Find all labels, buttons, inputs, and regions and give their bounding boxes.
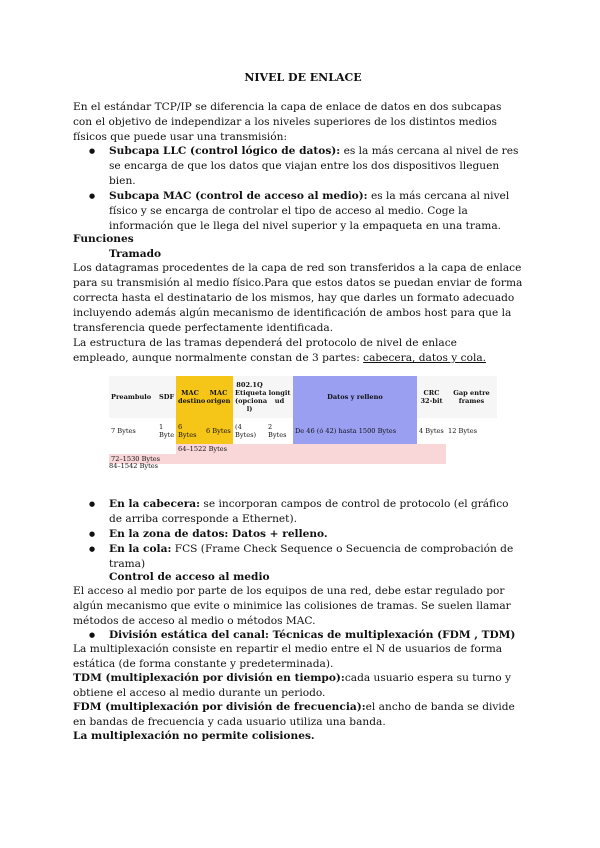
division-list [73,628,521,643]
division-bullet: División estática del canal: Técnicas de multiplexación (FDM , TDM) [109,629,516,641]
frame-size-outer: 84–1542 Bytes [109,462,159,470]
sublayer-list [73,144,521,234]
list-item [73,527,521,542]
frame-value-cell: 6 Bytes [204,418,233,444]
frame-value-cell: De 46 (ó 42) hasta 1500 Bytes [293,418,417,444]
frame-value-cell: 6 Bytes [176,418,204,444]
tramado-heading: Tramado [109,248,162,260]
frame-header-cell: 802.1Q Etiqueta (opciona l) [233,376,266,418]
frame-header-cell: Gap entre frames [446,376,497,418]
frame-header-cell: SDF [157,376,176,418]
control-heading: Control de acceso al medio [109,571,270,583]
sublayer-llc-label: Subcapa LLC (control lógico de datos): [109,145,341,157]
part-label: En la zona de datos: Datos + relleno. [109,528,328,540]
sublayer-llc-text: es la más cercana al nivel de res se encarga de que los datos que viajan entre los dos dispositivos lleguen bien. [109,145,519,187]
list-item [73,189,521,234]
frame-header-cell: Datos y relleno [293,376,417,418]
part-label: En la cabecera: [109,498,201,510]
frame-structure-paragraph: La estructura de las tramas dependerá del protocolo de nivel de enlace empleado, aunque normalmente constan de 3 partes: cabecera, datos y cola. [73,337,487,364]
sublayer-mac-text: es la más cercana al nivel físico y se encarga de controlar el tipo de acceso al medio. Coge la información que le llega del nivel superior y la empaqueta en una trama. [109,190,510,232]
fdm-text: el ancho de banda se divide en bandas de frecuencia y cada usuario utiliza una banda. [73,701,515,728]
part-label: En la cola: [109,543,172,555]
page-title: NIVEL DE ENLACE [244,71,362,84]
frame-size-mid-row [109,454,497,464]
part-text: FCS (Frame Check Sequence o Secuencia de comprobación de trama) [109,543,514,570]
frame-header-row [109,376,497,418]
frame-value-cell: (4 Bytes) [233,418,266,444]
frame-size-mid: 72–1530 Bytes [109,454,446,464]
final-statement: La multiplexación no permite colisiones. [73,730,315,742]
frame-parts-list [73,497,521,572]
part-text: se incorporan campos de control de protocolo (el gráfico de arriba corresponde a Ethernet). [109,498,509,525]
frame-value-cell: 4 Bytes [417,418,446,444]
intro-paragraph: En el estándar TCP/IP se diferencia la capa de enlace de datos en dos subcapas con el objetivo de independizar a los niveles superiores de los distintos medios físicos que puede usar una transmisión: [73,101,502,143]
list-item [73,497,521,527]
frame-parts-underlined: cabecera, datos y cola. [363,352,487,364]
frame-header-cell: Preambulo [109,376,157,418]
tdm-label: TDM (multiplexación por división en tiempo): [73,672,345,684]
frame-header-cell: CRC 32-bit [417,376,446,418]
list-item [73,542,521,572]
list-item [73,144,521,189]
frame-value-cell: 2 Bytes [266,418,293,444]
frame-value-cell: 1 Byte [157,418,176,444]
sublayer-mac-label: Subcapa MAC (control de acceso al medio): [109,190,368,202]
funciones-heading: Funciones [73,233,134,245]
fdm-label: FDM (multiplexación por división de frecuencia): [73,701,366,713]
frame-header-cell: MAC destino [176,376,204,418]
frame-header-cell: MAC origen [204,376,233,418]
frame-size-inner-row [109,444,497,454]
frame-value-cell: 7 Bytes [109,418,157,444]
tdm-text: cada usuario espera su turno y obtiene el acceso al medio durante un periodo. [73,672,511,699]
frame-header-cell: longit ud [266,376,293,418]
fdm-paragraph [73,700,531,730]
tdm-paragraph [73,671,525,701]
multiplex-paragraph: La multiplexación consiste en repartir el medio entre el N de usuarios de forma estática (de forma constante y predeterminada). [73,643,503,670]
frame-size-inner: 64–1522 Bytes [176,444,446,454]
ethernet-frame-diagram [109,376,497,471]
frame-value-cell: 12 Bytes [446,418,497,444]
tramado-paragraph: Los datagramas procedentes de la capa de red son transferidos a la capa de enlace para su transmisión al medio físico.Para que estos datos se puedan enviar de forma correcta hasta el destinatario de los mismos, hay que darles un formato adecuado incluyendo además algún mecanismo de identificación de ambos host para que la transferencia quede perfectamente identificada. [73,262,523,334]
list-item [73,628,521,643]
control-paragraph: El acceso al medio por parte de los equipos de una red, debe estar regulado por algún mecanismo que evite o minimice las colisiones de tramas. Se suelen llamar métodos de acceso al medio o métodos MAC. [73,585,511,627]
frame-value-row [109,418,497,444]
